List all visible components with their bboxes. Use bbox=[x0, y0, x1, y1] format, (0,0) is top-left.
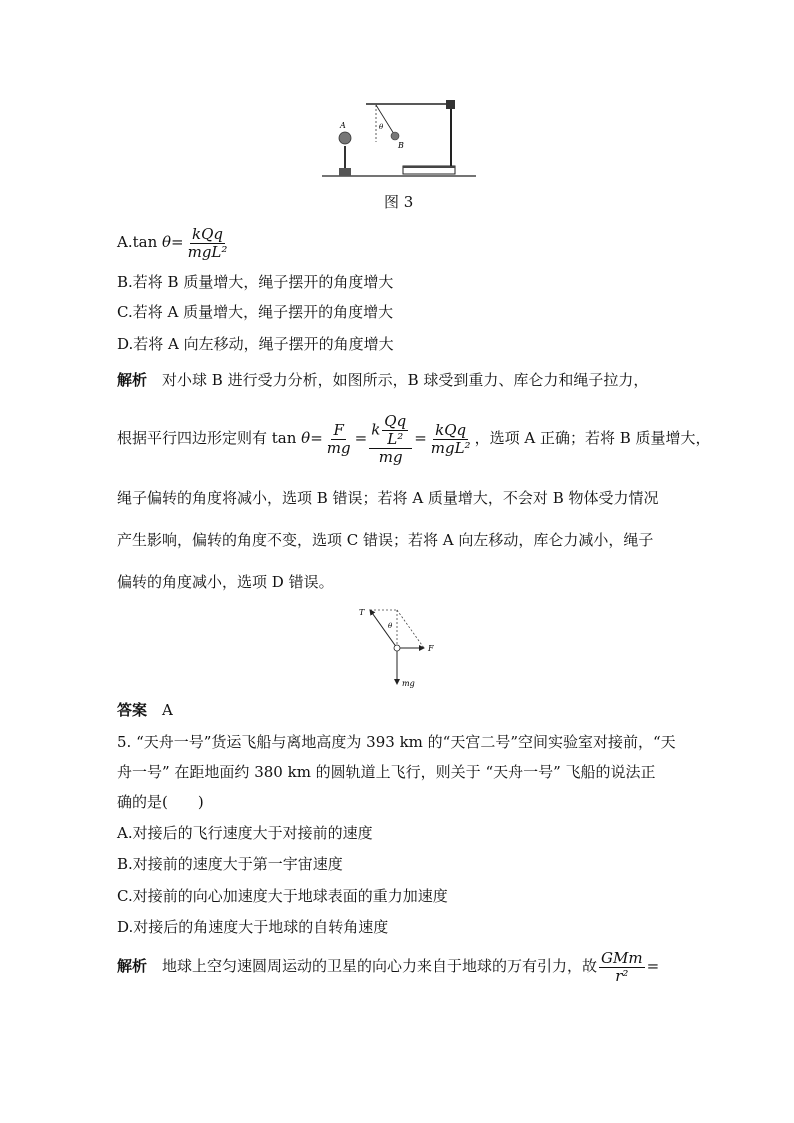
fraction-coulomb-mg bbox=[369, 413, 412, 466]
answer-1 bbox=[117, 700, 173, 720]
question-5-option-a: A.对接后的飞行速度大于对接前的速度 bbox=[117, 824, 373, 842]
answer-1-value: A bbox=[162, 701, 173, 719]
option-a-theta: θ bbox=[162, 233, 172, 251]
option-a-numerator: kQq bbox=[192, 224, 224, 243]
fraction-mg: mg bbox=[326, 438, 351, 457]
analysis-1-eq-2: = bbox=[354, 429, 368, 447]
option-b: B.若将 B 质量增大，绳子摆开的角度增大 bbox=[117, 273, 394, 291]
question-5-line-3: 确的是( ) bbox=[117, 793, 204, 811]
analysis-1-line-3: 绳子偏转的角度将减小，选项 B 错误；若将 A 质量增大，不会对 B 物体受力情况 bbox=[117, 489, 659, 507]
analysis-1-line-4: 产生影响，偏转的角度不变，选项 C 错误；若将 A 向左移动，库仑力减小，绳子 bbox=[117, 531, 654, 549]
fraction-kqq: kQq bbox=[435, 420, 467, 439]
tension-arrow bbox=[370, 610, 397, 648]
analysis-1-theta: θ bbox=[301, 429, 311, 447]
question-5-option-d: D.对接后的角速度大于地球的自转角速度 bbox=[117, 918, 389, 936]
fraction-f: F bbox=[333, 420, 344, 439]
option-d: D.若将 A 向左移动，绳子摆开的角度增大 bbox=[117, 335, 394, 353]
analysis-5-heading: 解析 bbox=[117, 957, 148, 975]
option-a-prefix: A.tan bbox=[117, 233, 162, 251]
analysis-1-line-2 bbox=[117, 406, 711, 470]
label-a: A bbox=[340, 121, 346, 130]
fraction-qq: Qq bbox=[384, 411, 407, 430]
question-5-option-b: B.对接前的速度大于第一宇宙速度 bbox=[117, 855, 343, 873]
analysis-1-text-1: 对小球 B 进行受力分析，如图所示，B 球受到重力、库仑力和绳子拉力， bbox=[162, 371, 649, 389]
analysis-1-line-1 bbox=[117, 370, 648, 390]
figure-3-caption: 图 3 bbox=[384, 193, 414, 211]
option-a bbox=[117, 224, 231, 261]
label-b: B bbox=[398, 141, 404, 150]
coulomb-force bbox=[369, 413, 412, 449]
label-t: T bbox=[359, 608, 365, 617]
ball-b bbox=[391, 132, 399, 140]
label-f: F bbox=[428, 644, 434, 653]
analysis-1-eq-1: = bbox=[310, 429, 323, 447]
label-theta-2: θ bbox=[388, 622, 393, 630]
option-a-denominator: mgL² bbox=[187, 242, 228, 261]
question-5-option-c: C.对接前的向心加速度大于地球表面的重力加速度 bbox=[117, 887, 448, 905]
coulomb-k: k bbox=[371, 420, 381, 438]
fraction-l2: L² bbox=[387, 429, 404, 448]
force-diagram bbox=[352, 604, 444, 690]
fraction-qq-l2 bbox=[382, 413, 408, 448]
fraction-result bbox=[429, 422, 473, 457]
question-5-line-1: 5. “天舟一号”货运飞船与离地高度为 393 km 的“天宫二号”空间实验室对接前，“天 bbox=[117, 733, 676, 751]
analysis-1-suffix: ，选项 A 正确；若将 B 质量增大， bbox=[474, 429, 711, 447]
option-c: C.若将 A 质量增大，绳子摆开的角度增大 bbox=[117, 303, 394, 321]
analysis-5-line-1 bbox=[117, 946, 659, 986]
analysis-1-prefix: 根据平行四边形定则有 tan bbox=[117, 429, 302, 447]
fraction-gmm: GMm bbox=[601, 948, 643, 967]
ball-a bbox=[339, 132, 351, 144]
answer-1-label: 答案 bbox=[117, 701, 148, 719]
option-a-fraction bbox=[186, 226, 230, 261]
analysis-1-eq-3: = bbox=[414, 429, 427, 447]
figure-3-apparatus bbox=[318, 96, 482, 182]
fraction-f-mg bbox=[325, 422, 353, 457]
option-a-eq: = bbox=[171, 233, 184, 251]
analysis-5-text: 地球上空匀速圆周运动的卫星的向心力来自于地球的万有引力，故 bbox=[162, 957, 598, 975]
label-mg: mg bbox=[402, 679, 415, 688]
analysis-5-eq: = bbox=[646, 957, 660, 975]
analysis-1-heading: 解析 bbox=[117, 371, 148, 389]
analysis-1-line-5: 偏转的角度减小，选项 D 错误。 bbox=[117, 573, 334, 591]
question-5-line-2: 舟一号” 在距地面约 380 km 的圆轨道上飞行，则关于 “天舟一号” 飞船的说法正 bbox=[117, 763, 656, 781]
fraction-mgl2: mgL² bbox=[430, 438, 471, 457]
label-theta: θ bbox=[379, 123, 384, 131]
fraction-mg-2: mg bbox=[378, 447, 403, 466]
fraction-r2: r² bbox=[615, 966, 629, 985]
fraction-gmm-r2 bbox=[599, 950, 645, 985]
